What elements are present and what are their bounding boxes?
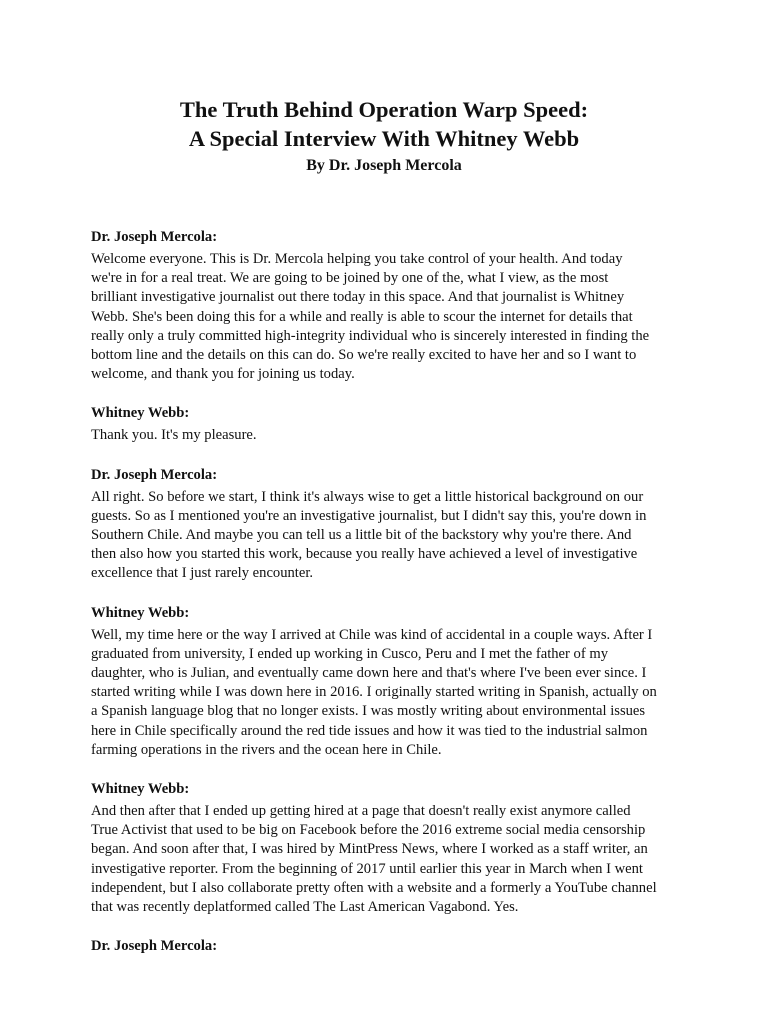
speech-paragraph bbox=[91, 626, 691, 760]
speaker-name: Whitney Webb: bbox=[91, 405, 190, 422]
speech-line: farming operations in the rivers and the ocean here in Chile. bbox=[91, 741, 442, 758]
transcript-entry bbox=[91, 604, 691, 760]
speech-line: excellence that I just rarely encounter. bbox=[91, 565, 314, 582]
speech-line: really only a truly committed high-integrity individual who is sincerely interested in finding the bbox=[91, 327, 650, 344]
speech-line: a Spanish language blog that no longer exists. I was mostly writing about environmental issues bbox=[91, 703, 646, 720]
transcript-entry bbox=[91, 404, 691, 445]
document-title-line-1: The Truth Behind Operation Warp Speed: bbox=[179, 97, 589, 122]
speech-line: All right. So before we start, I think it's always wise to get a little historical background on our bbox=[91, 488, 644, 505]
transcript-body bbox=[91, 228, 691, 976]
speech-line: graduated from university, I ended up working in Cusco, Peru and I met the father of my bbox=[91, 645, 608, 662]
speech-line: Welcome everyone. This is Dr. Mercola helping you take control of your health. And today bbox=[91, 251, 623, 267]
speech-line: Webb. She's been doing this for a while and really is able to scour the internet for details that bbox=[91, 308, 633, 325]
speaker-name: Whitney Webb: bbox=[91, 781, 190, 798]
speech-line: began. And soon after that, I was hired by MintPress News, where I worked as a staff writer, an bbox=[91, 841, 648, 858]
speech-line: True Activist that used to be big on Facebook before the 2016 extreme social media censorship bbox=[91, 822, 646, 839]
transcript-entry bbox=[91, 228, 691, 384]
speech-line: Southern Chile. And maybe you can tell us a little bit of the backstory why you're there. And bbox=[91, 527, 632, 544]
transcript-entry bbox=[91, 780, 691, 917]
speech-paragraph bbox=[91, 426, 691, 445]
speech-line: And then after that I ended up getting hired at a page that doesn't really exist anymore called bbox=[91, 803, 631, 820]
speech-line: started writing while I was down here in 2016. I originally started writing in Spanish, actually on bbox=[91, 684, 657, 701]
speech-line: welcome, and thank you for joining us today. bbox=[91, 366, 355, 383]
speech-line: Well, my time here or the way I arrived at Chile was kind of accidental in a couple ways. After I bbox=[91, 626, 653, 643]
speech-line: brilliant investigative journalist out there today in this space. And that journalist is Whitney bbox=[91, 289, 625, 306]
speech-line: that was recently deplatformed called The Last American Vagabond. Yes. bbox=[91, 899, 519, 916]
speaker-name: Dr. Joseph Mercola: bbox=[91, 229, 218, 245]
document-title-line-2: A Special Interview With Whitney Webb bbox=[188, 126, 580, 151]
title-block bbox=[0, 95, 768, 177]
speech-line: we're in for a real treat. We are going to be joined by one of the, what I view, as the most bbox=[91, 270, 609, 287]
speaker-name: Dr. Joseph Mercola: bbox=[91, 938, 218, 955]
speech-line: bottom line and the details on this can do. So we're really excited to have her and so I want to bbox=[91, 347, 637, 364]
byline: By Dr. Joseph Mercola bbox=[306, 157, 462, 174]
speech-line: then also how you started this work, because you really have achieved a level of investigative bbox=[91, 546, 638, 563]
speech-paragraph bbox=[91, 802, 691, 917]
speech-line: investigative reporter. From the beginning of 2017 until earlier this year in March when I went bbox=[91, 860, 643, 877]
speaker-name: Dr. Joseph Mercola: bbox=[91, 466, 218, 483]
speech-line: independent, but I also collaborate pretty often with a website and a formerly a YouTube channel bbox=[91, 879, 657, 896]
transcript-entry bbox=[91, 937, 691, 956]
speech-line: Thank you. It's my pleasure. bbox=[91, 427, 257, 444]
transcript-entry bbox=[91, 466, 691, 584]
speech-line: guests. So as I mentioned you're an investigative journalist, but I didn't say this, you're down in bbox=[91, 507, 647, 524]
speech-line: here in Chile specifically around the red tide issues and how it was tied to the industrial salmon bbox=[91, 722, 648, 739]
speaker-name: Whitney Webb: bbox=[91, 604, 190, 621]
speech-paragraph bbox=[91, 488, 691, 584]
speech-paragraph bbox=[91, 250, 691, 384]
speech-line: daughter, who is Julian, and eventually came down here and that's where I've been ever since. I bbox=[91, 665, 647, 682]
